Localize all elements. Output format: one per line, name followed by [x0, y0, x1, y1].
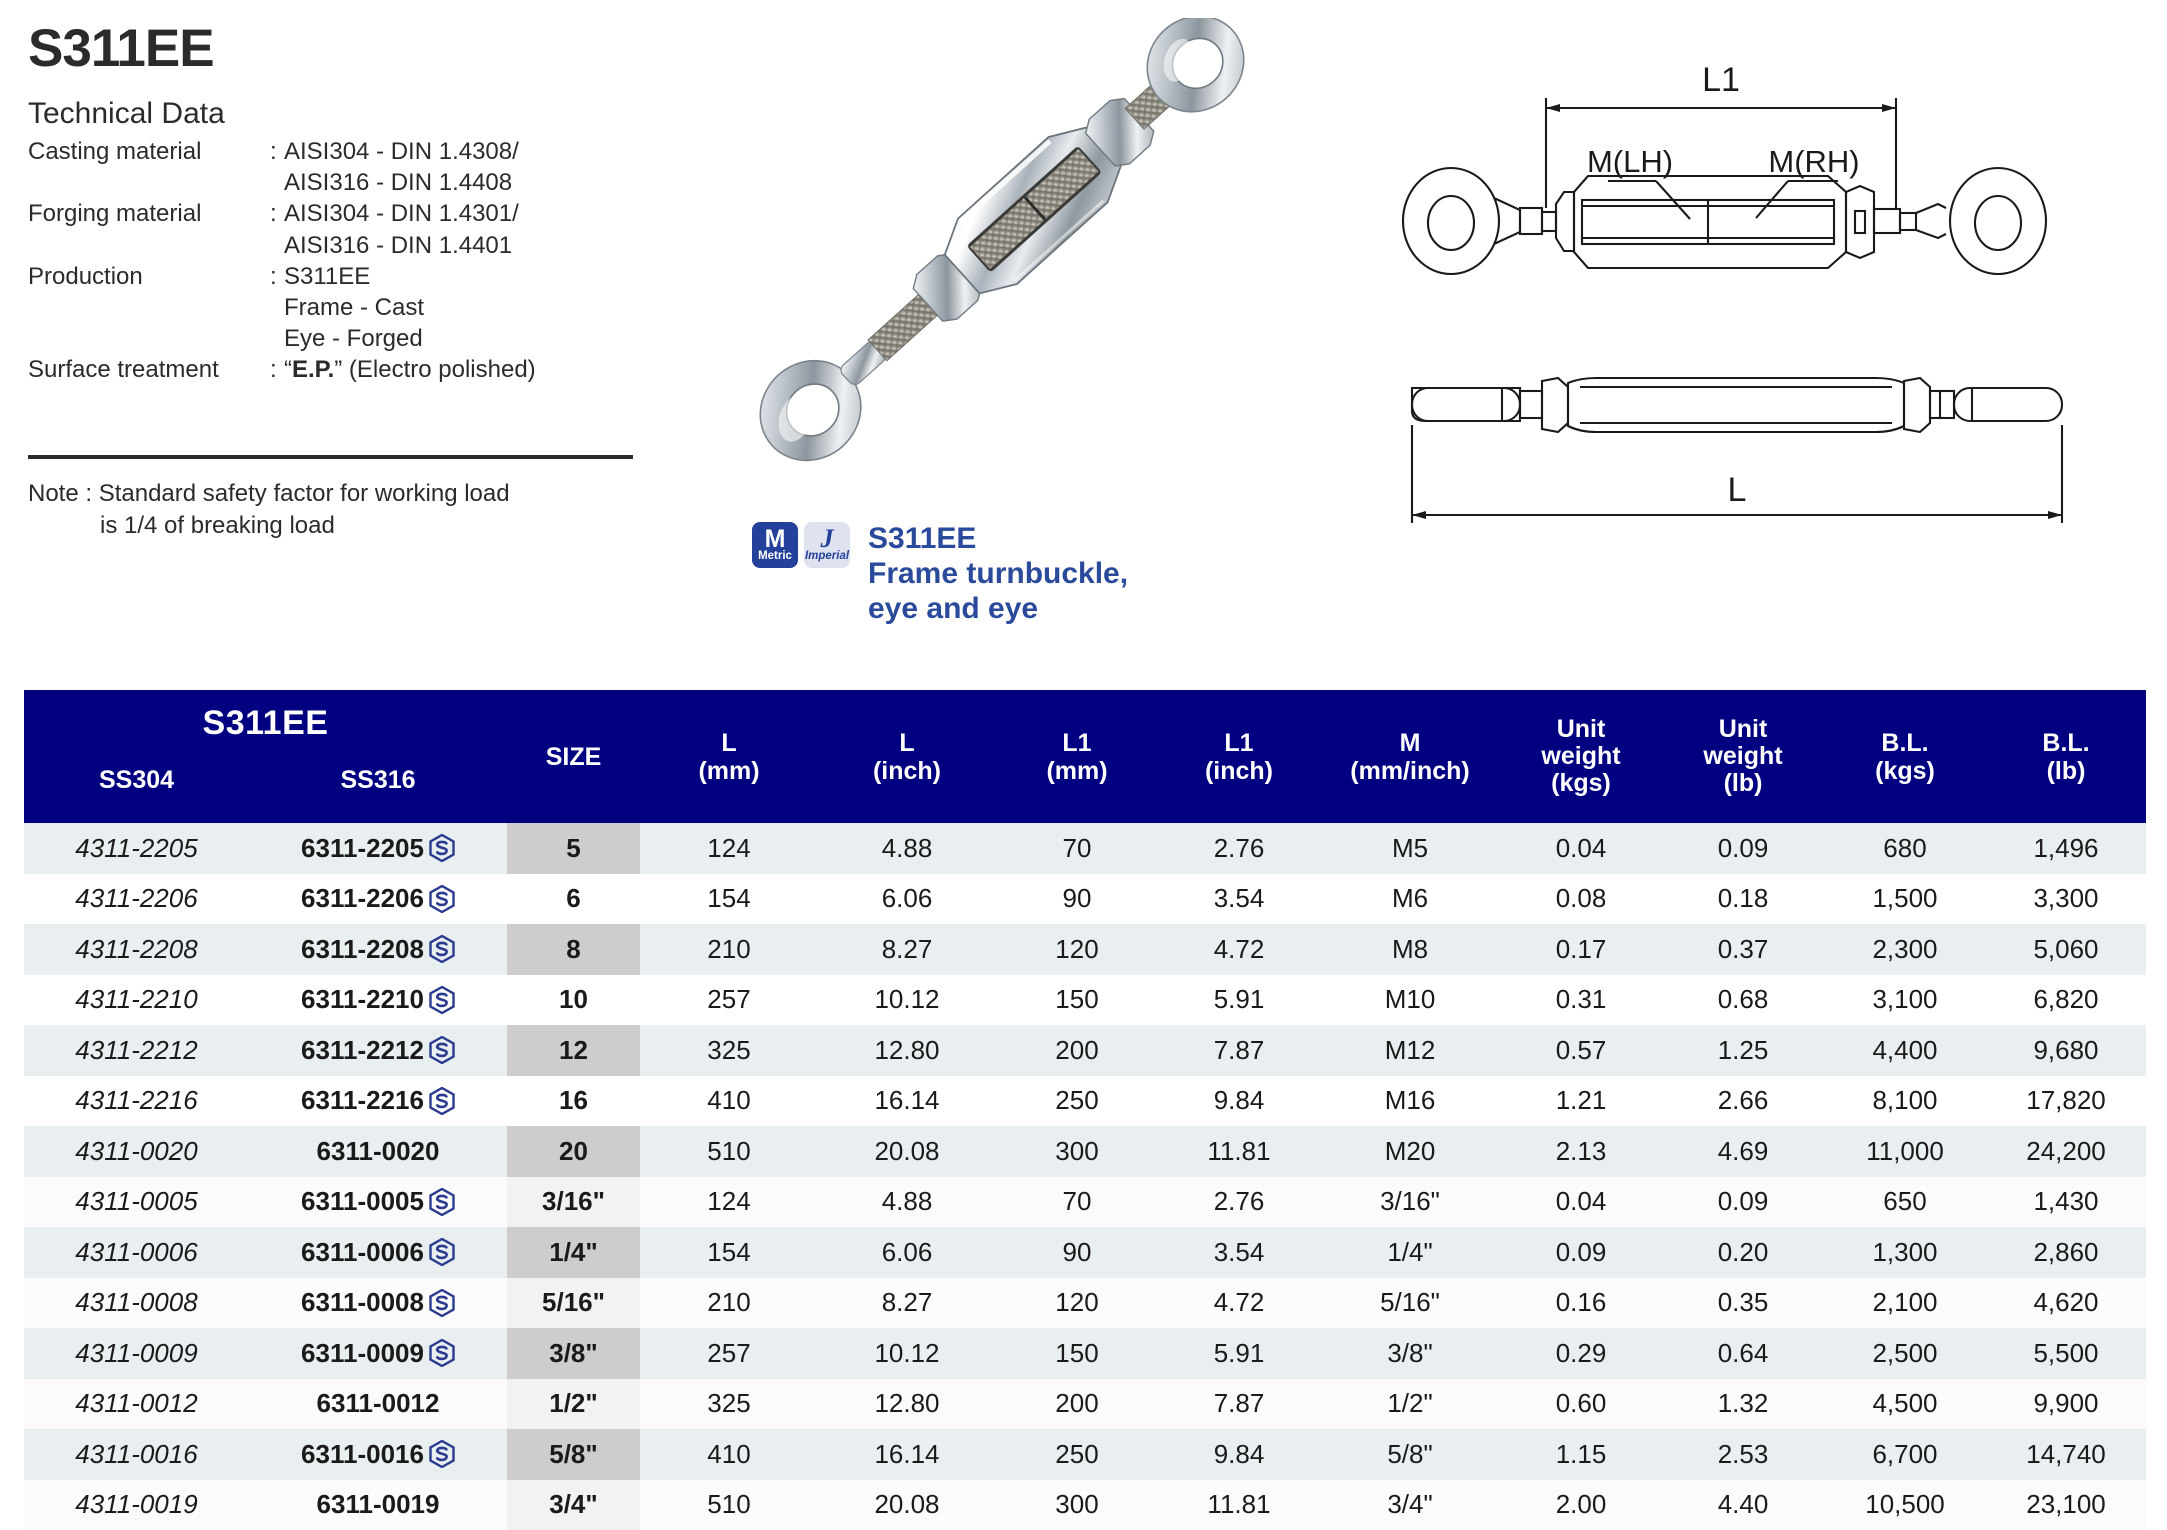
product-photo-turnbuckle [660, 18, 1300, 498]
spec-value: AISI304 - DIN 1.4308/ [284, 136, 519, 167]
imperial-glyph: J [821, 527, 834, 551]
cell-ss316-code [249, 874, 507, 925]
table-row [24, 1076, 2146, 1127]
cell-length-mm: 124 [640, 823, 818, 874]
header-main: SIZE [507, 743, 640, 771]
cell-length-inch: 10.12 [818, 975, 996, 1026]
cell-ss316-code [249, 1278, 507, 1329]
ss316-certified-icon [429, 1036, 455, 1064]
cell-unit-weight-lb: 0.64 [1662, 1328, 1824, 1379]
cell-l1-inch: 9.84 [1158, 1429, 1320, 1480]
label-desc-line-1: Frame turnbuckle, [868, 557, 1128, 592]
cell-thread-size: M5 [1320, 823, 1500, 874]
cell-l1-inch: 3.54 [1158, 1227, 1320, 1278]
spec-row-production [28, 261, 648, 292]
product-label-text [868, 522, 1128, 626]
cell-breaking-load-kgs: 8,100 [1824, 1076, 1986, 1127]
header-m-thread [1320, 690, 1500, 823]
cell-l1-inch: 9.84 [1158, 1076, 1320, 1127]
spec-value: AISI304 - DIN 1.4301/ [284, 198, 519, 229]
cell-l1-mm: 250 [996, 1429, 1158, 1480]
table-body [24, 823, 2146, 1530]
cell-ss304-code: 4311-0006 [24, 1227, 249, 1278]
cell-l1-mm: 250 [996, 1076, 1158, 1127]
cell-ss304-code: 4311-0016 [24, 1429, 249, 1480]
cell-ss316-code [249, 1177, 507, 1228]
table-row [24, 1429, 2146, 1480]
cell-length-inch: 16.14 [818, 1076, 996, 1127]
cell-length-inch: 12.80 [818, 1025, 996, 1076]
cell-breaking-load-lb: 17,820 [1986, 1076, 2146, 1127]
cell-size: 1/2" [507, 1379, 640, 1430]
spec-row-surface-treatment [28, 354, 648, 385]
cell-ss304-code: 4311-2206 [24, 874, 249, 925]
cell-breaking-load-kgs: 2,100 [1824, 1278, 1986, 1329]
cell-ss316-code [249, 1227, 507, 1278]
cell-breaking-load-lb: 23,100 [1986, 1480, 2146, 1530]
header-sub: (lb) [1986, 757, 2146, 785]
header-sub: (lb) [1662, 769, 1824, 797]
table-row [24, 1177, 2146, 1228]
ss316-code-text: 6311-2208 [301, 934, 424, 965]
cell-length-mm: 257 [640, 1328, 818, 1379]
dimension-label-l: L [1728, 471, 1747, 509]
cell-size: 16 [507, 1076, 640, 1127]
ss316-certified-icon [429, 1339, 455, 1367]
cell-size: 5/8" [507, 1429, 640, 1480]
cell-breaking-load-lb: 5,500 [1986, 1328, 2146, 1379]
ss316-code-text: 6311-2216 [301, 1085, 424, 1116]
cell-breaking-load-lb: 24,200 [1986, 1126, 2146, 1177]
header-sub: (mm) [996, 757, 1158, 785]
cell-breaking-load-kgs: 1,300 [1824, 1227, 1986, 1278]
ss316-code-text: 6311-0019 [317, 1489, 440, 1520]
spec-colon: : [270, 136, 284, 167]
spec-label: Surface treatment [28, 354, 270, 385]
cell-unit-weight-lb: 1.32 [1662, 1379, 1824, 1430]
cell-unit-weight-lb: 0.37 [1662, 924, 1824, 975]
cell-length-inch: 10.12 [818, 1328, 996, 1379]
cell-ss304-code: 4311-0008 [24, 1278, 249, 1329]
table-row [24, 1480, 2146, 1530]
header-bl-kgs [1824, 690, 1986, 823]
cell-thread-size: 5/16" [1320, 1278, 1500, 1329]
cell-ss304-code: 4311-0012 [24, 1379, 249, 1430]
cell-unit-weight-kgs: 0.04 [1500, 823, 1662, 874]
cell-unit-weight-lb: 0.68 [1662, 975, 1824, 1026]
ss316-code-text: 6311-0006 [301, 1237, 424, 1268]
cell-breaking-load-lb: 9,900 [1986, 1379, 2146, 1430]
cell-breaking-load-kgs: 1,500 [1824, 874, 1986, 925]
cell-ss304-code: 4311-0005 [24, 1177, 249, 1228]
cell-thread-size: 3/8" [1320, 1328, 1500, 1379]
engineering-drawing-closed [1368, 36, 2158, 336]
cell-thread-size: 3/16" [1320, 1177, 1500, 1228]
header-main: L1 [1158, 729, 1320, 757]
cell-unit-weight-lb: 4.40 [1662, 1480, 1824, 1530]
ss316-code-text: 6311-2210 [301, 984, 424, 1015]
ss316-code-text: 6311-0008 [301, 1287, 424, 1318]
cell-l1-inch: 5.91 [1158, 975, 1320, 1026]
thread-label-rh: M(RH) [1768, 144, 1859, 179]
cell-breaking-load-kgs: 3,100 [1824, 975, 1986, 1026]
header-main: L [818, 729, 996, 757]
cell-ss316-code [249, 1328, 507, 1379]
cell-length-mm: 410 [640, 1076, 818, 1127]
cell-length-inch: 20.08 [818, 1126, 996, 1177]
cell-breaking-load-lb: 14,740 [1986, 1429, 2146, 1480]
spec-colon: : [270, 261, 284, 292]
cell-ss304-code: 4311-0020 [24, 1126, 249, 1177]
dimension-label-l1: L1 [1702, 61, 1740, 99]
cell-unit-weight-lb: 0.09 [1662, 823, 1824, 874]
cell-ss316-code [249, 975, 507, 1026]
cell-l1-mm: 200 [996, 1025, 1158, 1076]
cell-size: 20 [507, 1126, 640, 1177]
cell-ss304-code: 4311-0019 [24, 1480, 249, 1530]
header-l1-mm [996, 690, 1158, 823]
cell-breaking-load-kgs: 2,500 [1824, 1328, 1986, 1379]
imperial-label: Imperial [805, 551, 849, 563]
ss316-code-text: 6311-0012 [317, 1388, 440, 1419]
spec-value-continued: AISI316 - DIN 1.4401 [284, 230, 648, 261]
cell-l1-mm: 150 [996, 1328, 1158, 1379]
ss316-certified-icon [429, 834, 455, 862]
cell-l1-mm: 90 [996, 1227, 1158, 1278]
cell-thread-size: M12 [1320, 1025, 1500, 1076]
table-row [24, 1126, 2146, 1177]
cell-unit-weight-kgs: 0.60 [1500, 1379, 1662, 1430]
header-sub: (inch) [818, 757, 996, 785]
cell-length-inch: 8.27 [818, 924, 996, 975]
engineering-drawing-extended [1368, 345, 2158, 545]
cell-unit-weight-kgs: 0.31 [1500, 975, 1662, 1026]
cell-size: 8 [507, 924, 640, 975]
cell-length-mm: 210 [640, 924, 818, 975]
table-row [24, 874, 2146, 925]
cell-l1-inch: 4.72 [1158, 924, 1320, 975]
header-sub: (inch) [1158, 757, 1320, 785]
header-sub: (kgs) [1500, 769, 1662, 797]
cell-l1-mm: 300 [996, 1480, 1158, 1530]
cell-length-inch: 4.88 [818, 1177, 996, 1228]
cell-ss316-code [249, 1076, 507, 1127]
cell-length-mm: 410 [640, 1429, 818, 1480]
quote-open: “ [284, 356, 292, 383]
cell-unit-weight-kgs: 2.00 [1500, 1480, 1662, 1530]
cell-length-mm: 325 [640, 1379, 818, 1430]
cell-unit-weight-lb: 2.53 [1662, 1429, 1824, 1480]
header-main: B.L. [1986, 729, 2146, 757]
cell-breaking-load-kgs: 10,500 [1824, 1480, 1986, 1530]
cell-length-inch: 12.80 [818, 1379, 996, 1430]
spec-label: Forging material [28, 198, 270, 229]
cell-breaking-load-lb: 4,620 [1986, 1278, 2146, 1329]
cell-breaking-load-kgs: 4,500 [1824, 1379, 1986, 1430]
cell-size: 3/16" [507, 1177, 640, 1228]
table-row [24, 924, 2146, 975]
cell-l1-inch: 7.87 [1158, 1025, 1320, 1076]
cell-ss304-code: 4311-2212 [24, 1025, 249, 1076]
table-row [24, 1025, 2146, 1076]
cell-length-mm: 154 [640, 1227, 818, 1278]
spec-colon: : [270, 198, 284, 229]
cell-ss316-code [249, 1025, 507, 1076]
cell-unit-weight-kgs: 0.08 [1500, 874, 1662, 925]
cell-unit-weight-kgs: 1.21 [1500, 1076, 1662, 1127]
technical-data-block [28, 22, 648, 386]
table-row [24, 1227, 2146, 1278]
cell-l1-inch: 2.76 [1158, 823, 1320, 874]
cell-l1-inch: 11.81 [1158, 1480, 1320, 1530]
header-main: M [1320, 729, 1500, 757]
spec-value-continued: Eye - Forged [284, 323, 648, 354]
spec-value-continued: Frame - Cast [284, 292, 648, 323]
spec-row-casting-material [28, 136, 648, 167]
header-main: L1 [996, 729, 1158, 757]
cell-breaking-load-lb: 2,860 [1986, 1227, 2146, 1278]
cell-length-mm: 124 [640, 1177, 818, 1228]
ep-abbreviation: E.P. [292, 356, 334, 383]
cell-l1-mm: 120 [996, 924, 1158, 975]
cell-ss304-code: 4311-2208 [24, 924, 249, 975]
cell-size: 12 [507, 1025, 640, 1076]
cell-ss304-code: 4311-0009 [24, 1328, 249, 1379]
cell-size: 6 [507, 874, 640, 925]
ss316-certified-icon [429, 885, 455, 913]
cell-length-mm: 510 [640, 1126, 818, 1177]
table-row [24, 1328, 2146, 1379]
cell-breaking-load-kgs: 2,300 [1824, 924, 1986, 975]
specification-table [24, 690, 2146, 1530]
spec-value-continued: AISI316 - DIN 1.4408 [284, 167, 648, 198]
label-title: S311EE [868, 522, 1128, 557]
cell-l1-mm: 200 [996, 1379, 1158, 1430]
section-divider [28, 455, 633, 459]
cell-length-inch: 6.06 [818, 1227, 996, 1278]
cell-length-mm: 510 [640, 1480, 818, 1530]
header-sub: (mm) [640, 757, 818, 785]
cell-thread-size: 1/2" [1320, 1379, 1500, 1430]
ep-description: ” (Electro polished) [334, 356, 535, 383]
header-ss316: SS316 [249, 766, 507, 795]
cell-size: 10 [507, 975, 640, 1026]
cell-thread-size: 3/4" [1320, 1480, 1500, 1530]
cell-breaking-load-lb: 1,496 [1986, 823, 2146, 874]
spec-label: Production [28, 261, 270, 292]
header-size [507, 690, 640, 823]
ss316-code-text: 6311-0016 [301, 1439, 424, 1470]
ss316-code-text: 6311-2212 [301, 1035, 424, 1066]
header-main: L [640, 729, 818, 757]
cell-length-mm: 210 [640, 1278, 818, 1329]
header-sub: (mm/inch) [1320, 757, 1500, 785]
spec-label: Casting material [28, 136, 270, 167]
table-row [24, 1379, 2146, 1430]
cell-l1-mm: 70 [996, 823, 1158, 874]
cell-l1-mm: 300 [996, 1126, 1158, 1177]
cell-size: 3/8" [507, 1328, 640, 1379]
cell-ss304-code: 4311-2216 [24, 1076, 249, 1127]
cell-length-mm: 257 [640, 975, 818, 1026]
page-title: S311EE [28, 22, 648, 75]
label-desc-line-2: eye and eye [868, 592, 1128, 627]
header-l1-inch [1158, 690, 1320, 823]
header-bl-lb [1986, 690, 2146, 823]
table-header-row [24, 690, 2146, 823]
cell-unit-weight-kgs: 2.13 [1500, 1126, 1662, 1177]
thread-label-lh: M(LH) [1587, 144, 1673, 179]
cell-unit-weight-lb: 2.66 [1662, 1076, 1824, 1127]
cell-thread-size: 5/8" [1320, 1429, 1500, 1480]
cell-unit-weight-lb: 0.20 [1662, 1227, 1824, 1278]
imperial-badge-icon [804, 522, 850, 568]
spec-colon: : [270, 354, 284, 385]
cell-l1-mm: 70 [996, 1177, 1158, 1228]
safety-note [28, 478, 668, 541]
cell-l1-inch: 5.91 [1158, 1328, 1320, 1379]
cell-unit-weight-lb: 0.35 [1662, 1278, 1824, 1329]
note-line-2: is 1/4 of breaking load [100, 510, 668, 542]
cell-l1-inch: 2.76 [1158, 1177, 1320, 1228]
cell-unit-weight-kgs: 0.57 [1500, 1025, 1662, 1076]
cell-breaking-load-kgs: 680 [1824, 823, 1986, 874]
cell-length-inch: 16.14 [818, 1429, 996, 1480]
header-l-mm [640, 690, 818, 823]
product-label-block [752, 522, 1128, 626]
cell-unit-weight-lb: 0.09 [1662, 1177, 1824, 1228]
cell-l1-inch: 11.81 [1158, 1126, 1320, 1177]
cell-length-mm: 154 [640, 874, 818, 925]
note-line-1: Note : Standard safety factor for working load [28, 478, 668, 510]
cell-thread-size: M8 [1320, 924, 1500, 975]
cell-unit-weight-lb: 1.25 [1662, 1025, 1824, 1076]
ss316-code-text: 6311-2206 [301, 883, 424, 914]
cell-ss316-code [249, 1379, 507, 1430]
cell-length-inch: 20.08 [818, 1480, 996, 1530]
header-product-code-group [24, 690, 507, 823]
table-row [24, 1278, 2146, 1329]
header-main: B.L. [1824, 729, 1986, 757]
cell-thread-size: M20 [1320, 1126, 1500, 1177]
ss316-certified-icon [429, 1440, 455, 1468]
ss316-code-text: 6311-0020 [317, 1136, 440, 1167]
header-unit-weight-lb: Unit weight (lb) [1662, 690, 1824, 823]
ss316-code-text: 6311-2205 [301, 833, 424, 864]
cell-ss304-code: 4311-2205 [24, 823, 249, 874]
header-l-inch [818, 690, 996, 823]
cell-ss304-code: 4311-2210 [24, 975, 249, 1026]
cell-ss316-code [249, 1480, 507, 1530]
header-sub: (kgs) [1824, 757, 1986, 785]
table-title: S311EE [24, 704, 507, 743]
cell-unit-weight-kgs: 1.15 [1500, 1429, 1662, 1480]
cell-breaking-load-lb: 3,300 [1986, 874, 2146, 925]
cell-l1-mm: 150 [996, 975, 1158, 1026]
ss316-certified-icon [429, 1188, 455, 1216]
cell-length-mm: 325 [640, 1025, 818, 1076]
cell-breaking-load-kgs: 6,700 [1824, 1429, 1986, 1480]
cell-size: 5 [507, 823, 640, 874]
cell-breaking-load-kgs: 650 [1824, 1177, 1986, 1228]
cell-ss316-code [249, 924, 507, 975]
cell-unit-weight-kgs: 0.29 [1500, 1328, 1662, 1379]
spec-value [284, 354, 536, 385]
metric-label: Metric [758, 551, 792, 563]
cell-length-inch: 6.06 [818, 874, 996, 925]
table-row [24, 823, 2146, 874]
metric-badge-icon [752, 522, 798, 568]
metric-glyph: M [765, 528, 786, 551]
cell-unit-weight-kgs: 0.16 [1500, 1278, 1662, 1329]
header-unit-weight-kgs: Unit weight (kgs) [1500, 690, 1662, 823]
spec-value: S311EE [284, 261, 370, 292]
cell-breaking-load-lb: 5,060 [1986, 924, 2146, 975]
header-ss304: SS304 [24, 766, 249, 795]
cell-size: 3/4" [507, 1480, 640, 1530]
cell-l1-inch: 4.72 [1158, 1278, 1320, 1329]
ss316-certified-icon [429, 986, 455, 1014]
cell-thread-size: 1/4" [1320, 1227, 1500, 1278]
ss316-certified-icon [429, 1087, 455, 1115]
cell-thread-size: M10 [1320, 975, 1500, 1026]
cell-size: 1/4" [507, 1227, 640, 1278]
cell-thread-size: M6 [1320, 874, 1500, 925]
cell-breaking-load-kgs: 11,000 [1824, 1126, 1986, 1177]
cell-unit-weight-lb: 4.69 [1662, 1126, 1824, 1177]
cell-unit-weight-kgs: 0.09 [1500, 1227, 1662, 1278]
cell-ss316-code [249, 1429, 507, 1480]
cell-l1-inch: 3.54 [1158, 874, 1320, 925]
cell-breaking-load-lb: 6,820 [1986, 975, 2146, 1026]
ss316-code-text: 6311-0005 [301, 1186, 424, 1217]
cell-length-inch: 8.27 [818, 1278, 996, 1329]
ss316-certified-icon [429, 1238, 455, 1266]
cell-thread-size: M16 [1320, 1076, 1500, 1127]
cell-ss316-code [249, 1126, 507, 1177]
cell-breaking-load-kgs: 4,400 [1824, 1025, 1986, 1076]
ss316-certified-icon [429, 1289, 455, 1317]
cell-unit-weight-lb: 0.18 [1662, 874, 1824, 925]
cell-breaking-load-lb: 1,430 [1986, 1177, 2146, 1228]
ss316-certified-icon [429, 935, 455, 963]
cell-ss316-code [249, 823, 507, 874]
ss316-code-text: 6311-0009 [301, 1338, 424, 1369]
cell-size: 5/16" [507, 1278, 640, 1329]
cell-breaking-load-lb: 9,680 [1986, 1025, 2146, 1076]
spec-row-forging-material [28, 198, 648, 229]
cell-length-inch: 4.88 [818, 823, 996, 874]
cell-l1-mm: 120 [996, 1278, 1158, 1329]
cell-unit-weight-kgs: 0.17 [1500, 924, 1662, 975]
table-row [24, 975, 2146, 1026]
technical-data-heading: Technical Data [28, 97, 648, 130]
cell-unit-weight-kgs: 0.04 [1500, 1177, 1662, 1228]
cell-l1-mm: 90 [996, 874, 1158, 925]
cell-l1-inch: 7.87 [1158, 1379, 1320, 1430]
